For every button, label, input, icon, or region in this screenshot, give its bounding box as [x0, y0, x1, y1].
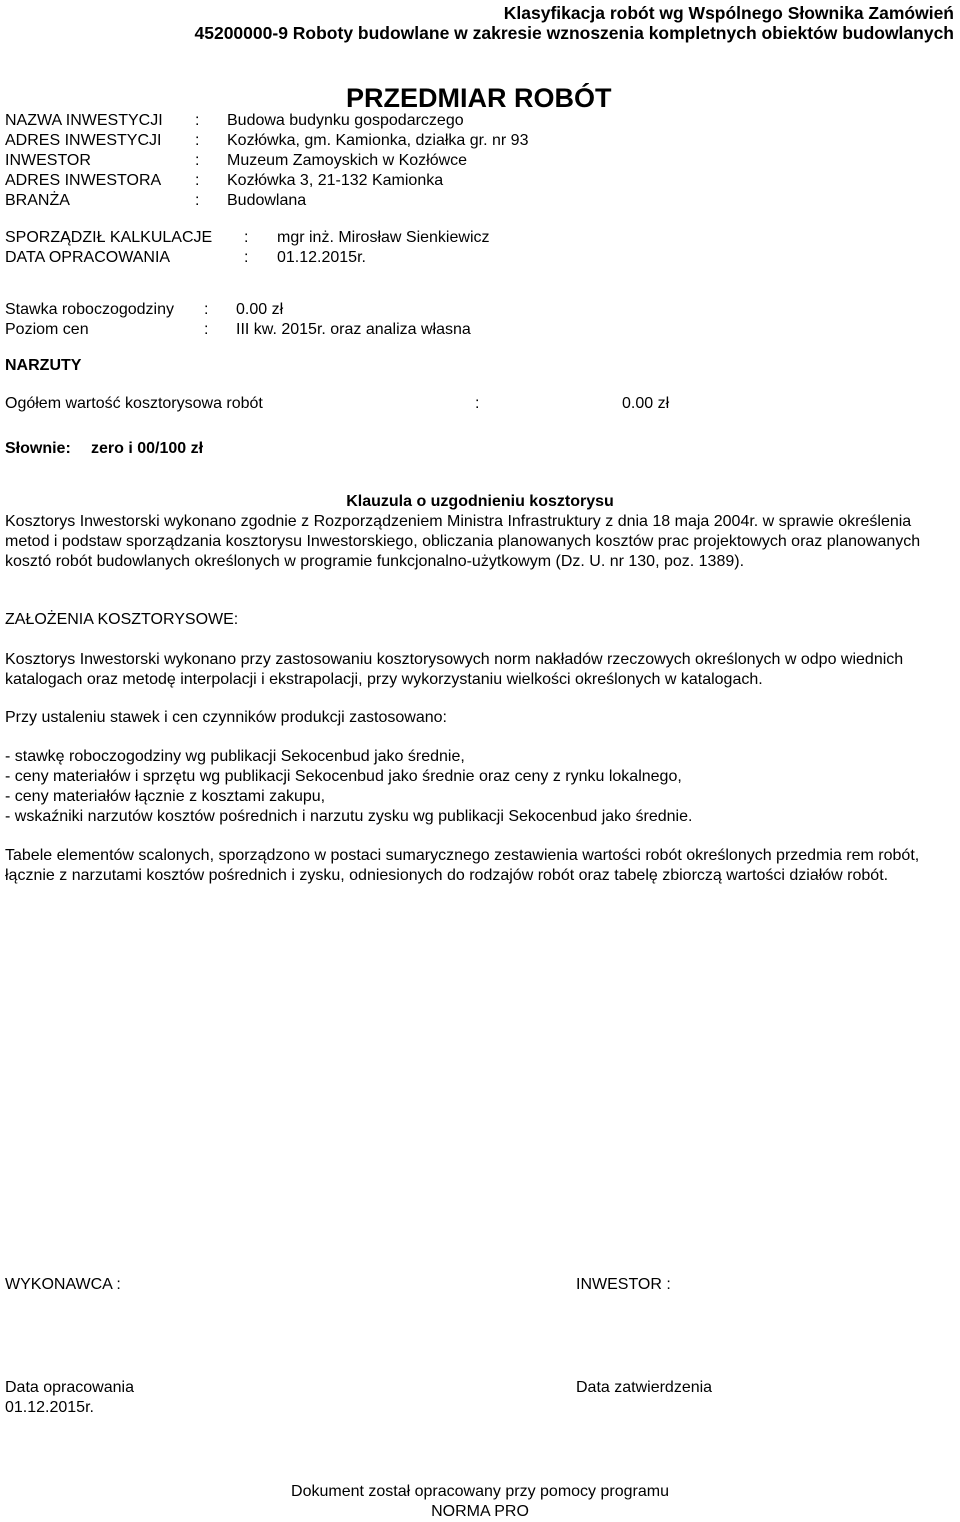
list-item: - wskaźniki narzutów kosztów pośrednich i narzutu zysku wg publikacji Sekocenbud jako średnie. [5, 808, 693, 825]
assumptions-heading: ZAŁOŻENIA KOSZTORYSOWE: [5, 611, 239, 628]
prepared-label-author: SPORZĄDZIŁ KALKULACJE [5, 229, 213, 246]
rate-label-hourly: Stawka roboczogodziny [5, 301, 174, 318]
assumptions-paragraph-2: Przy ustaleniu stawek i cen czynników produkcji zastosowano: [5, 709, 447, 726]
info-value-branch: Budowlana [227, 192, 307, 209]
classification-code: 45200000-9 Roboty budowlane w zakresie wznoszenia kompletnych obiektów budowlanych [194, 23, 954, 43]
total-colon: : [475, 395, 480, 412]
surcharges-heading: NARZUTY [5, 357, 82, 374]
info-label-branch: BRANŻA [5, 192, 70, 209]
prepared-colon: : [244, 249, 249, 266]
info-value-investor-address: Kozłówka 3, 21-132 Kamionka [227, 172, 444, 189]
footer-line-1: Dokument został opracowany przy pomocy programu [291, 1483, 669, 1500]
prepared-value-date: 01.12.2015r. [277, 249, 366, 266]
rate-colon: : [204, 301, 209, 318]
info-label-investor-address: ADRES INWESTORA [5, 172, 162, 189]
info-value-investor: Muzeum Zamoyskich w Kozłówce [227, 152, 468, 169]
total-label: Ogółem wartość kosztorysowa robót [5, 395, 263, 412]
info-value-investment-name: Budowa budynku gospodarczego [227, 112, 464, 129]
rate-value-hourly: 0.00 zł [236, 301, 284, 318]
assumptions-paragraph-1: Kosztorys Inwestorski wykonano przy zastosowaniu kosztorysowych norm nakładów rzeczowych określonych w odpo wiednich katalogach oraz metodę interpolacji i ekstrapolacji, przy wykorzystaniu wielkości określonych w katalogach. [5, 651, 904, 688]
info-colon: : [195, 172, 200, 189]
info-label-investment-name: NAZWA INWESTYCJI [5, 112, 163, 129]
rate-label-price-level: Poziom cen [5, 321, 89, 338]
info-label-investor: INWESTOR [5, 152, 91, 169]
preparation-date-label: Data opracowania [5, 1379, 134, 1396]
in-words-value: zero i 00/100 zł [91, 440, 204, 457]
rate-value-price-level: III kw. 2015r. oraz analiza własna [236, 321, 471, 338]
approval-date-label: Data zatwierdzenia [576, 1379, 713, 1396]
footer [0, 1482, 960, 1522]
in-words-label: Słownie: [5, 440, 71, 457]
prepared-colon: : [244, 229, 249, 246]
prepared-label-date: DATA OPRACOWANIA [5, 249, 171, 266]
clause-title: Klauzula o uzgodnieniu kosztorysu [346, 493, 614, 510]
list-item: - stawkę roboczogodziny wg publikacji Sekocenbud jako średnie, [5, 748, 465, 765]
info-colon: : [195, 152, 200, 169]
footer-software-name: NORMA PRO [431, 1503, 529, 1520]
info-value-investment-address: Kozłówka, gm. Kamionka, działka gr. nr 93 [227, 132, 529, 149]
contractor-label: WYKONAWCA : [5, 1276, 121, 1293]
page-title: PRZEDMIAR ROBÓT [346, 83, 612, 113]
info-label-investment-address: ADRES INWESTYCJI [5, 132, 162, 149]
info-colon: : [195, 132, 200, 149]
preparation-date-value: 01.12.2015r. [5, 1399, 94, 1416]
investor-label: INWESTOR : [576, 1276, 671, 1293]
assumptions-paragraph-3: Tabele elementów scalonych, sporządzono w postaci sumarycznego zestawienia wartości robót określonych przedmia rem robót, łącznie z narzutami kosztów pośrednich i zysku, odniesionych do rodzajów robót oraz tabelę zbiorczą wartości działów robót. [5, 847, 920, 884]
clause-text: Kosztorys Inwestorski wykonano zgodnie z Rozporządzeniem Ministra Infrastruktury z dnia 18 maja 2004r. w sprawie określenia metod i podstaw sporządzania kosztorysu Inwestorskiego, obliczania planowanych kosztów prac projektowych oraz planowanych kosztó robót budowlanych określonych w programie funkcjonalno-użytkowym (Dz. U. nr 130, poz. 1389). [5, 513, 921, 570]
total-value: 0.00 zł [622, 395, 670, 412]
list-item: - ceny materiałów i sprzętu wg publikacji Sekocenbud jako średnie oraz ceny z rynku lokalnego, [5, 768, 682, 785]
classification-title: Klasyfikacja robót wg Wspólnego Słownika Zamówień [503, 3, 954, 23]
info-colon: : [195, 192, 200, 209]
prepared-value-author: mgr inż. Mirosław Sienkiewicz [277, 229, 490, 246]
rate-colon: : [204, 321, 209, 338]
info-colon: : [195, 112, 200, 129]
list-item: - ceny materiałów łącznie z kosztami zakupu, [5, 788, 326, 805]
